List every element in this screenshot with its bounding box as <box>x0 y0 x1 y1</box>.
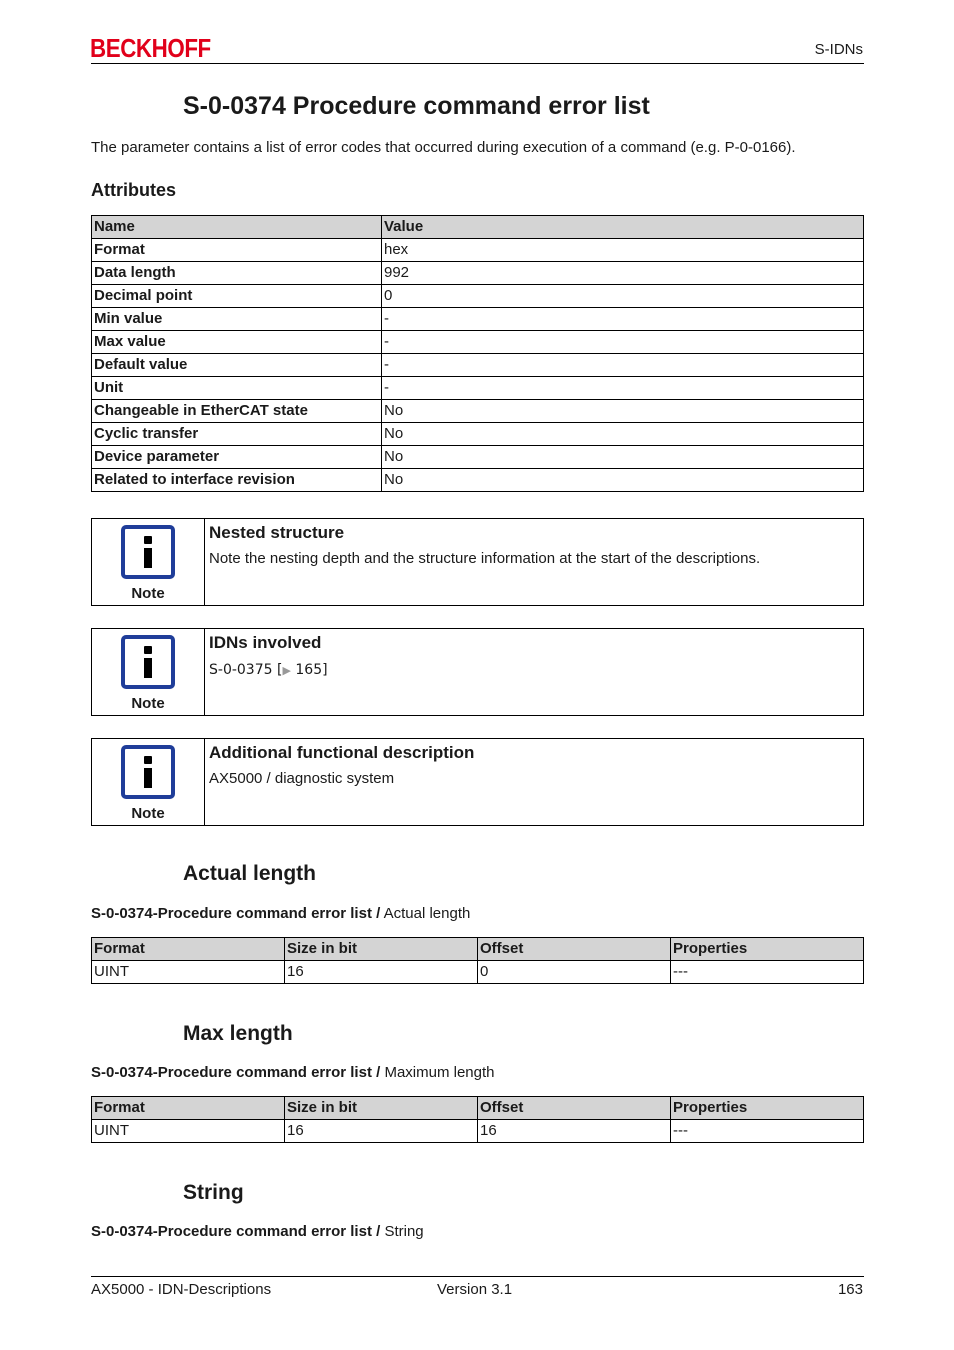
caption-normal: Actual length <box>380 905 471 922</box>
attr-name: Data length <box>92 262 382 285</box>
table-cell: 0 <box>478 961 671 984</box>
attr-value: - <box>382 308 864 331</box>
info-icon <box>121 525 175 579</box>
footer-rule <box>91 1276 864 1277</box>
note-box-additional-description <box>91 738 864 826</box>
note-label: Note <box>131 585 165 602</box>
idn-link-text: S-0-0375 [ <box>209 662 283 678</box>
note-icon-cell <box>92 629 205 715</box>
table-cell: 16 <box>478 1120 671 1143</box>
column-header: Size in bit <box>285 1097 478 1120</box>
attr-name: Decimal point <box>92 285 382 308</box>
attr-value: No <box>382 400 864 423</box>
column-header: Format <box>92 1097 285 1120</box>
table-row <box>92 469 864 492</box>
info-icon <box>121 635 175 689</box>
max-length-table <box>91 1096 864 1143</box>
note-label: Note <box>131 805 165 822</box>
attr-value: - <box>382 377 864 400</box>
table-row <box>92 961 864 984</box>
attr-name: Unit <box>92 377 382 400</box>
caption-normal: String <box>380 1223 424 1240</box>
note-title: Nested structure <box>209 523 345 542</box>
attr-value: No <box>382 446 864 469</box>
table-cell: --- <box>671 1120 864 1143</box>
idn-link-page: 165] <box>295 662 328 678</box>
section-caption <box>91 905 470 922</box>
note-icon-cell <box>92 739 205 825</box>
column-header: Value <box>382 216 864 239</box>
table-cell: --- <box>671 961 864 984</box>
table-cell: UINT <box>92 961 285 984</box>
actual-length-table <box>91 937 864 984</box>
idn-link[interactable] <box>209 662 328 678</box>
column-header: Properties <box>671 938 864 961</box>
attr-name: Default value <box>92 354 382 377</box>
beckhoff-logo: BECKHOFF <box>90 33 211 63</box>
attr-value: - <box>382 354 864 377</box>
section-heading-string: String <box>183 1181 244 1204</box>
section-heading-max-length: Max length <box>183 1022 293 1045</box>
info-icon <box>121 745 175 799</box>
table-cell: 16 <box>285 961 478 984</box>
attr-name: Max value <box>92 331 382 354</box>
attr-value: hex <box>382 239 864 262</box>
table-row <box>92 308 864 331</box>
column-header: Offset <box>478 938 671 961</box>
column-header: Size in bit <box>285 938 478 961</box>
column-header: Name <box>92 216 382 239</box>
note-title: Additional functional description <box>209 743 475 762</box>
page-link-arrow-icon: ▶ <box>282 664 291 677</box>
caption-bold: S-0-0374-Procedure command error list / <box>91 905 381 922</box>
attr-value: - <box>382 331 864 354</box>
table-row <box>92 262 864 285</box>
section-caption <box>91 1223 424 1240</box>
table-header-row <box>92 938 864 961</box>
column-header: Properties <box>671 1097 864 1120</box>
attributes-table <box>91 215 864 492</box>
section-heading-actual-length: Actual length <box>183 862 317 885</box>
note-text: AX5000 / diagnostic system <box>209 770 395 787</box>
table-row <box>92 1120 864 1143</box>
note-label: Note <box>131 695 165 712</box>
attributes-heading: Attributes <box>91 180 176 200</box>
table-row <box>92 354 864 377</box>
table-row <box>92 400 864 423</box>
note-content <box>205 629 328 715</box>
table-cell: 16 <box>285 1120 478 1143</box>
note-box-nested-structure <box>91 518 864 606</box>
attr-name: Min value <box>92 308 382 331</box>
footer-document-title: AX5000 - IDN-Descriptions <box>91 1281 272 1298</box>
attr-value: No <box>382 469 864 492</box>
attr-name: Changeable in EtherCAT state <box>92 400 382 423</box>
footer-version: Version 3.1 <box>437 1281 513 1298</box>
caption-normal: Maximum length <box>380 1064 495 1081</box>
description: The parameter contains a list of error codes that occurred during execution of a command (e.g. P-0-0166). <box>91 139 796 156</box>
attr-value: 0 <box>382 285 864 308</box>
note-content <box>205 739 474 825</box>
attr-value: 992 <box>382 262 864 285</box>
note-icon-cell <box>92 519 205 605</box>
table-row <box>92 377 864 400</box>
attr-name: Device parameter <box>92 446 382 469</box>
table-row <box>92 331 864 354</box>
table-header-row <box>92 1097 864 1120</box>
table-cell: UINT <box>92 1120 285 1143</box>
footer-page-number: 163 <box>837 1281 863 1298</box>
header-section-label: S-IDNs <box>814 41 863 58</box>
column-header: Offset <box>478 1097 671 1120</box>
table-header-row <box>92 216 864 239</box>
attr-name: Format <box>92 239 382 262</box>
caption-bold: S-0-0374-Procedure command error list / <box>91 1064 381 1081</box>
header-rule <box>91 63 864 64</box>
note-content <box>205 519 760 605</box>
note-text: Note the nesting depth and the structure information at the start of the descriptions. <box>209 550 761 567</box>
page-title: S-0-0374 Procedure command error list <box>183 92 650 120</box>
attr-name: Cyclic transfer <box>92 423 382 446</box>
table-row <box>92 446 864 469</box>
attr-value: No <box>382 423 864 446</box>
table-row <box>92 285 864 308</box>
note-box-idns-involved <box>91 628 864 716</box>
table-row <box>92 423 864 446</box>
note-title: IDNs involved <box>209 633 322 652</box>
table-row <box>92 239 864 262</box>
section-caption <box>91 1064 495 1081</box>
attr-name: Related to interface revision <box>92 469 382 492</box>
caption-bold: S-0-0374-Procedure command error list / <box>91 1223 381 1240</box>
column-header: Format <box>92 938 285 961</box>
